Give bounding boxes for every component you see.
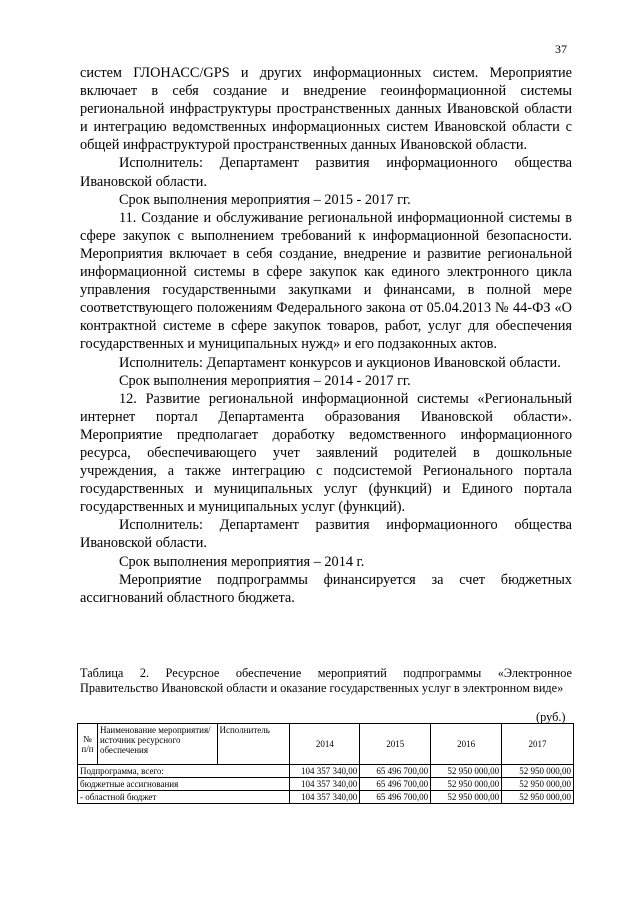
table-row: [78, 791, 574, 804]
cell-value: 65 496 700,00: [360, 765, 431, 778]
header-year: 2014: [290, 724, 360, 765]
row-label: Подпрограмма, всего:: [78, 765, 290, 778]
table-caption: Таблица 2. Ресурсное обеспечение мероприятий подпрограммы «Электронное Правительство Ивановской области и оказание государственных услуг в электронном виде»: [80, 666, 572, 695]
page-number: 37: [555, 42, 567, 56]
table-header-row: [78, 724, 574, 765]
cell-value: 52 950 000,00: [502, 778, 574, 791]
header-name: Наименование мероприятия/источник ресурсного обеспечения: [97, 724, 217, 765]
document-body: [80, 64, 572, 607]
cell-value: 104 357 340,00: [290, 791, 360, 804]
header-year: 2015: [360, 724, 431, 765]
header-year: 2016: [431, 724, 502, 765]
table-unit: (руб.): [536, 710, 566, 724]
paragraph-executor: Исполнитель: Департамент развития информационного общества Ивановской области.: [80, 155, 572, 190]
row-label: - областной бюджет: [78, 791, 290, 804]
cell-value: 52 950 000,00: [502, 791, 574, 804]
paragraph: систем ГЛОНАСС/GPS и других информационных систем. Мероприятие включает в себя создание и внедрение геоинформационной системы региональной инфраструктуры пространственных данных Ивановской области и интеграцию ведомственных информационных систем Ивановской области с общей инфраструктурой пространственных данных Ивановской области.: [80, 65, 572, 154]
header-executor: Исполнитель: [217, 724, 290, 765]
row-label: бюджетные ассигнования: [78, 778, 290, 791]
paragraph-item-11: 11. Создание и обслуживание региональной информационной системы в сфере закупок с выполнением требований к информационной безопасности. Мероприятия включает в себя создание, внедрение и развитие региональной информационной системы в сфере закупок как единого электронного цикла управления государственными закупками и финансами, в полной мере соответствующего положениям Федерального закона от 05.04.2013 № 44-ФЗ «О контрактной системе в сфере закупок товаров, работ, услуг для обеспечения государственных и муниципальных нужд» и его подзаконных актов.: [80, 209, 572, 353]
cell-value: 104 357 340,00: [290, 765, 360, 778]
cell-value: 52 950 000,00: [431, 791, 502, 804]
cell-value: 52 950 000,00: [502, 765, 574, 778]
paragraph-deadline: Срок выполнения мероприятия – 2015 - 2017 гг.: [119, 191, 411, 208]
header-year: 2017: [502, 724, 574, 765]
paragraph-deadline: Срок выполнения мероприятия – 2014 г.: [119, 553, 365, 570]
paragraph-executor: Исполнитель: Департамент развития информационного общества Ивановской области.: [80, 517, 572, 552]
cell-value: 65 496 700,00: [360, 778, 431, 791]
table-row: [78, 778, 574, 791]
paragraph-deadline: Срок выполнения мероприятия – 2014 - 2017 гг.: [119, 372, 411, 389]
header-number: № п/п: [78, 724, 98, 765]
cell-value: 52 950 000,00: [431, 765, 502, 778]
cell-value: 65 496 700,00: [360, 791, 431, 804]
paragraph-financing: Мероприятие подпрограммы финансируется за счет бюджетных ассигнований областного бюджета.: [80, 571, 572, 606]
paragraph-item-12: 12. Развитие региональной информационной системы «Региональный интернет портал Департамента образования Ивановской области». Мероприятие предполагает доработку ведомственного информационного ресурса, обеспечивающего учет заявлений родителей в дошкольные учреждения, а также интеграцию с подсистемой Регионального портала государственных и муниципальных услуг (функций) и Единого портала государственных и муниципальных услуг (функций).: [80, 390, 572, 516]
cell-value: 104 357 340,00: [290, 778, 360, 791]
table-row: [78, 765, 574, 778]
paragraph-executor: Исполнитель: Департамент конкурсов и аукционов Ивановской области.: [119, 354, 561, 371]
cell-value: 52 950 000,00: [431, 778, 502, 791]
resource-table: [77, 723, 574, 804]
